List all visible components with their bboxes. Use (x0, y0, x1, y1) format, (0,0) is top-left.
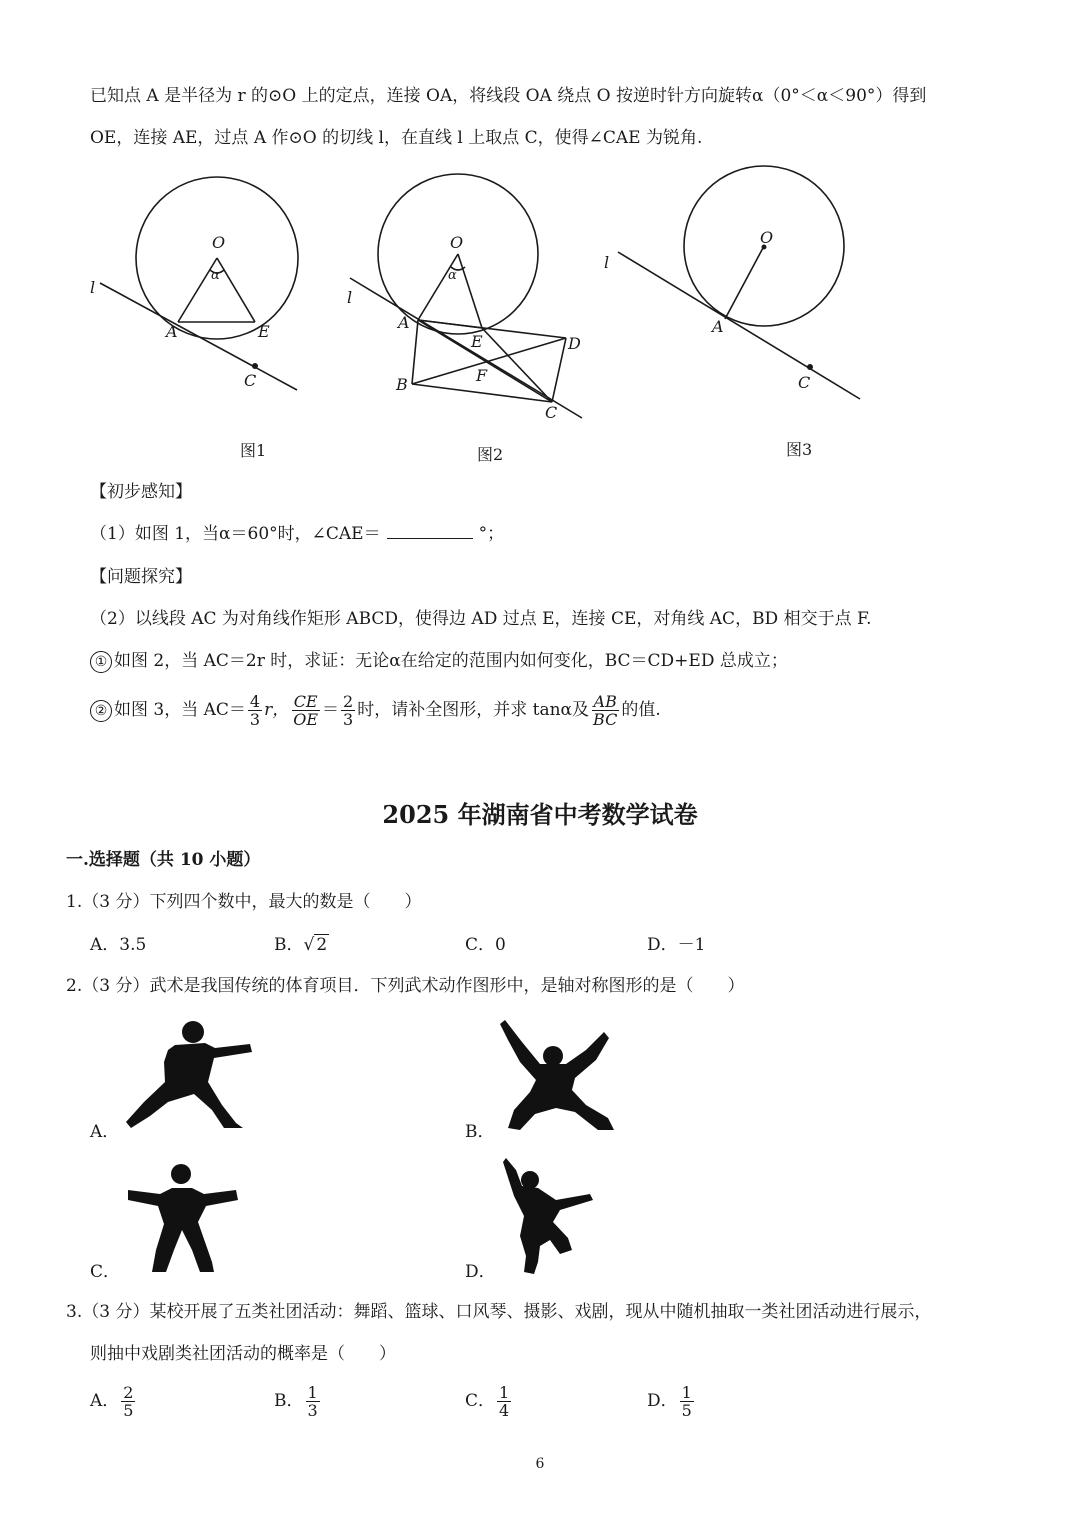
fraction-ce-oe (291, 693, 320, 728)
q3-option-d (647, 1384, 696, 1419)
mc-question-3-line-2: 则抽中戏剧类社团活动的概率是（ ） (90, 1344, 396, 1364)
fraction-2-3 (341, 693, 355, 728)
question-2: （2）以线段 AC 为对角线作矩形 ABCD，使得边 AD 过点 E，连接 CE，对角线 AC，BD 相交于点 F. (90, 609, 872, 629)
q1-option-a: A．3.5 (90, 935, 147, 955)
question-2-1-text: 如图 2，当 AC＝2r 时，求证：无论α在给定的范围内如何变化，BC＝CD+ED 总成立； (114, 651, 788, 671)
q2-option-c: C． (90, 1262, 121, 1282)
question-2-2-text-b: r， (264, 700, 290, 720)
fig1-label-l: l (90, 278, 96, 297)
fraction (306, 1384, 320, 1419)
frac-den: 4 (499, 1401, 510, 1420)
fig1-label-A: A (166, 322, 178, 341)
fig3-label-l: l (604, 253, 610, 272)
section-preliminary: 【初步感知】 (90, 482, 192, 502)
fig1-label-E: E (258, 322, 270, 341)
q3-option-a (90, 1384, 137, 1419)
fig2-label-F: F (476, 366, 488, 385)
fig3-label-O: O (760, 228, 774, 247)
frac-num: CE (293, 692, 318, 711)
equals-sign: ＝ (322, 700, 340, 720)
fig1-label-C: C (244, 371, 257, 390)
q2-option-b: B． (465, 1122, 495, 1142)
q3-option-b-label: B． (274, 1391, 304, 1411)
fig1-label-O: O (212, 233, 226, 252)
intro-line-1: 已知点 A 是半径为 r 的⊙O 上的定点，连接 OA，将线段 OA 绕点 O 按逆时针方向旋转α（0°＜α＜90°）得到 (90, 86, 927, 106)
frac-num: 2 (343, 692, 354, 711)
circle-number-2: ② (90, 700, 112, 722)
fig2-label-E: E (471, 332, 483, 351)
answer-blank (387, 522, 473, 539)
frac-den: 5 (681, 1401, 692, 1420)
fraction (680, 1384, 694, 1419)
q2-option-a: A． (90, 1122, 120, 1142)
q3-option-d-label: D． (647, 1391, 678, 1411)
frac-den: 3 (307, 1401, 318, 1420)
part-heading: 一.选择题（共 10 小题） (66, 850, 261, 870)
q1-option-d: D．－1 (647, 935, 706, 955)
q2-option-d: D． (465, 1262, 496, 1282)
question-2-1 (90, 649, 788, 673)
question-1 (90, 522, 504, 546)
frac-den: 3 (343, 710, 354, 729)
frac-den: OE (293, 710, 319, 729)
frac-num: 1 (499, 1383, 510, 1402)
sqrt-2: √ 2 (303, 935, 328, 955)
frac-den: 5 (123, 1401, 134, 1420)
q3-option-a-label: A． (90, 1391, 120, 1411)
mc-question-3-line-1: 3.（3 分）某校开展了五类社团活动：舞蹈、篮球、口风琴、摄影、戏剧，现从中随机抽取一类社团活动进行展示， (66, 1302, 932, 1322)
fig2-label-A: A (398, 313, 410, 332)
frac-num: 2 (123, 1383, 134, 1402)
fig2-label-B: B (396, 375, 408, 394)
section-explore: 【问题探究】 (90, 567, 192, 587)
martial-arts-figures (0, 1010, 1080, 1290)
frac-num: AB (593, 692, 617, 711)
fraction (121, 1384, 135, 1419)
fig2-label-l: l (347, 288, 353, 307)
fig3-label-C: C (798, 373, 811, 392)
intro-line-2: OE，连接 AE，过点 A 作⊙O 的切线 l，在直线 l 上取点 C，使得∠CAE 为锐角. (90, 128, 703, 148)
question-2-2-text-c: 时，请补全图形，并求 tanα及 (357, 700, 590, 720)
fig3-caption: 图3 (786, 440, 813, 459)
mc-question-1: 1.（3 分）下列四个数中，最大的数是（ ） (66, 892, 422, 912)
sqrt-radicand: 2 (316, 935, 328, 955)
mc-question-2: 2.（3 分）武术是我国传统的体育项目．下列武术动作图形中，是轴对称图形的是（ ） (66, 976, 745, 996)
q3-option-b (274, 1384, 322, 1419)
fig3-label-A: A (712, 317, 724, 336)
question-2-2-text-a: 如图 3，当 AC＝ (114, 700, 246, 720)
q3-option-c (465, 1384, 513, 1419)
page-number: 6 (535, 1456, 545, 1472)
question-1-text: （1）如图 1，当α＝60°时，∠CAE＝ (90, 524, 381, 544)
frac-num: 4 (249, 692, 261, 711)
circle-number-1: ① (90, 651, 112, 673)
fig2-label-D: D (568, 334, 581, 353)
fig2-label-alpha: α (448, 268, 457, 283)
question-2-2 (90, 690, 661, 730)
exam-title: 2025 年湖南省中考数学试卷 (382, 800, 698, 829)
fig1-label-alpha: α (211, 268, 220, 283)
frac-den: 3 (249, 710, 261, 729)
question-1-end: °； (478, 524, 505, 544)
fraction (497, 1384, 511, 1419)
frac-den: BC (593, 710, 618, 729)
geometry-figures (0, 160, 1080, 470)
fig2-label-O: O (450, 233, 464, 252)
question-2-2-text-d: 的值. (621, 700, 661, 720)
q1-option-c: C．0 (465, 935, 506, 955)
fig2-label-C: C (545, 403, 558, 422)
q1-option-b (274, 933, 329, 957)
frac-num: 1 (681, 1383, 692, 1402)
frac-num: 1 (307, 1383, 318, 1402)
fraction-ab-bc (591, 693, 619, 728)
q1-option-b-label: B． (274, 935, 304, 955)
fig1-caption: 图1 (240, 441, 267, 460)
q3-option-c-label: C． (465, 1391, 496, 1411)
fraction-4-3 (248, 693, 262, 728)
fig2-caption: 图2 (477, 445, 504, 464)
